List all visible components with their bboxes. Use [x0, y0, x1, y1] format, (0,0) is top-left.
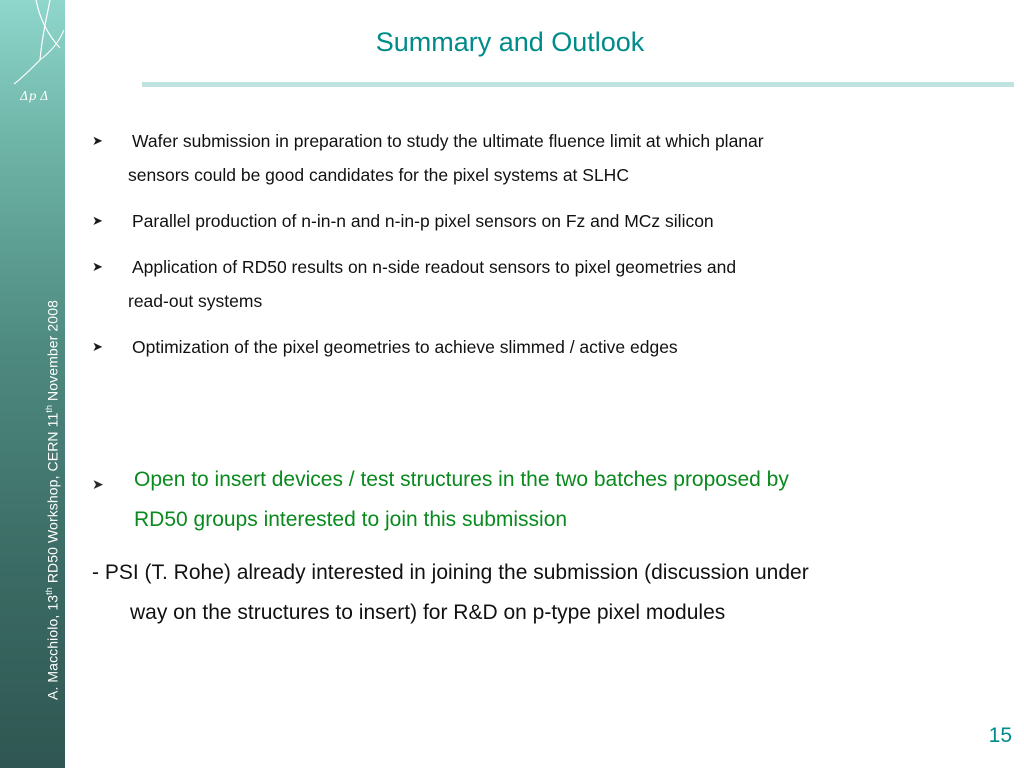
page-number: 15 [988, 724, 1012, 747]
highlight-block [92, 460, 992, 540]
highlight-bullet: ➤ Open to insert devices / test structures in the two batches proposed by RD50 groups interested to join this submission [92, 460, 992, 540]
slide-title: Summary and Outlook [375, 27, 645, 57]
bullet-item: ➤ Optimization of the pixel geometries to achieve slimmed / active edges [92, 330, 992, 364]
logo-icon [0, 0, 65, 120]
arrow-bullet-icon: ➤ [92, 213, 103, 228]
arrow-bullet-icon: ➤ [92, 133, 103, 148]
arrow-bullet-icon: ➤ [92, 476, 104, 492]
bullet-list [92, 124, 992, 376]
bullet-item: ➤ Wafer submission in preparation to study the ultimate fluence limit at which planar sensors could be good candidates for the pixel systems at SLHC [92, 124, 992, 192]
logo-text: Δp Δ [20, 89, 49, 103]
sidebar [0, 0, 65, 768]
arrow-bullet-icon: ➤ [92, 259, 103, 274]
title-divider [142, 82, 1014, 87]
bullet-item: ➤ Parallel production of n-in-n and n-in-p pixel sensors on Fz and MCz silicon [92, 204, 992, 238]
arrow-bullet-icon: ➤ [92, 339, 103, 354]
psi-note: - PSI (T. Rohe) already interested in joining the submission (discussion under way on the structures to insert) for R&D on p-type pixel modules [92, 561, 809, 624]
bullet-item: ➤ Application of RD50 results on n-side readout sensors to pixel geometries and read-out systems [92, 250, 992, 318]
footer-credit: A. Macchiolo, 13th RD50 Workshop, CERN 11th November 2008 [44, 300, 61, 700]
